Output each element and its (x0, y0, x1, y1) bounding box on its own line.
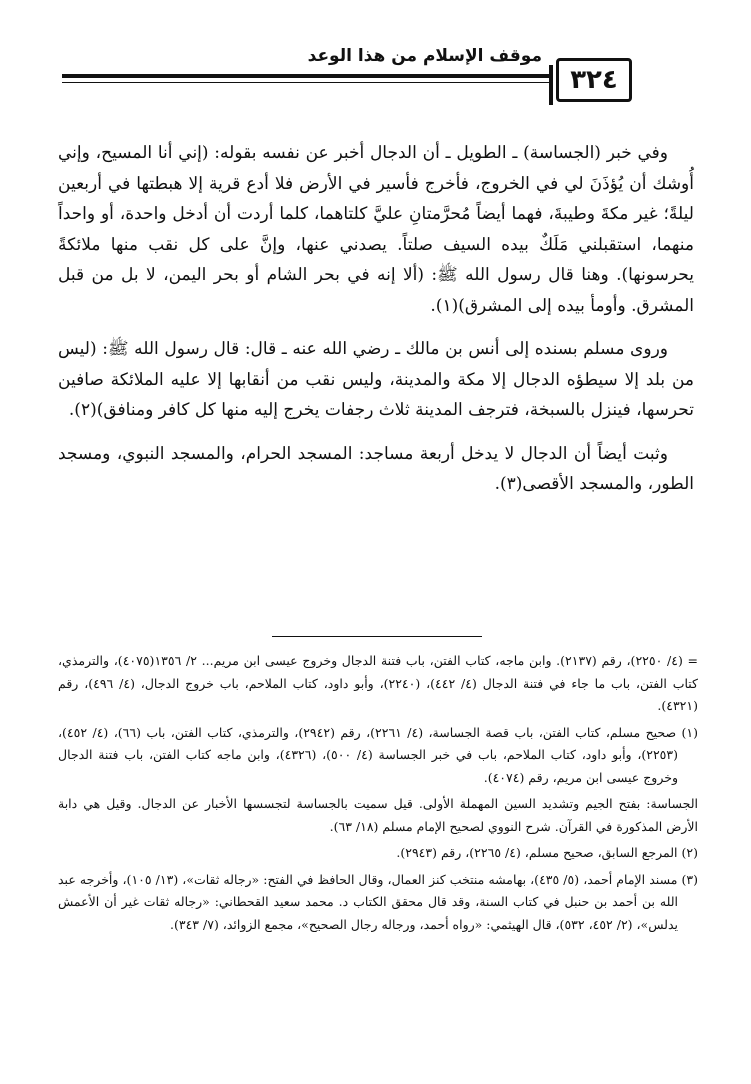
main-text (58, 138, 694, 513)
paragraph-jassasa: وفي خبر (الجساسة) ـ الطويل ـ أن الدجال أخبر عن نفسه بقوله: (إني أنا المسيح، وإني أُوشك أن يُؤذَنَ لي في الخروج، فأخرج فأسير في الأرض فلا أدع قرية إلا هبطتها في أربعين ليلةً؛ غير مكةَ وطيبةَ، فهما أيضاً مُحرَّمتانِ عليَّ كلتاهما، كلما أردت أن أدخل واحدة، أو واحداً منهما، استقبلني مَلَكٌ بيده السيف صلتاً. يصدني عنها، وإنَّ على كل نقب منها ملائكةً يحرسونها). وهنا قال رسول الله ﷺ: (ألا إنه في بحر الشام أو بحر اليمن، لا بل من قبل المشرق. وأومأ بيده إلى المشرق)(١). (58, 143, 694, 316)
paragraph-four-mosques: وثبت أيضاً أن الدجال لا يدخل أربعة مساجد: المسجد الحرام، والمسجد النبوي، ومسجد الطور، والمسجد الأقصى(٣). (58, 443, 694, 494)
footnotes (58, 650, 698, 940)
footnote-2: (٢) المرجع السابق، صحيح مسلم، (٤/ ٢٢٦٥)، رقم (٢٩٤٣). (396, 845, 698, 860)
page-number: ٣٢٤ (556, 58, 632, 102)
running-header (62, 36, 662, 116)
header-rule-thick (62, 74, 550, 78)
footnote-continuation: = (٤/ ٢٢٥٠)، رقم (٢١٣٧). وابن ماجه، كتاب الفتن، باب فتنة الدجال وخروج عيسى ابن مريم... ٢/ ١٣٥٦(٤٠٧٥)، والترمذي، كتاب الفتن، باب ما جاء في فتنة الدجال (٤/ ٤٤٢)، (٢٢٤٠)، وأبو داود، كتاب الملاحم، باب خروج الدجال، (٤/ ٤٩٦)، رقم (٤٣٢١). (58, 653, 699, 713)
paragraph-muslim-narration: وروى مسلم بسنده إلى أنس بن مالك ـ رضي الله عنه ـ قال: قال رسول الله ﷺ: (ليس من بلد إلا سيطؤه الدجال إلا مكة والمدينة، وليس نقب من أنقابها إلا عليه الملائكة صافين تحرسها، فينزل بالسبخة، فترجف المدينة ثلاث رجفات يخرج إليه منها كل كافر ومنافق)(٢). (58, 339, 694, 420)
header-rule-thin (62, 82, 550, 83)
footnote-3: (٣) مسند الإمام أحمد، (٥/ ٤٣٥)، بهامشه منتخب كنز العمال، وقال الحافظ في الفتح: «رجاله ثقات»، (١٣/ ١٠٥)، وأخرجه عبد الله بن أحمد بن حنبل في كتاب السنة، وقد قال محقق الكتاب د. محمد سعيد القحطاني: «رجاله ثقات غير أن الأعمش يدلس»، (٢/ ٤٥٢، ٥٣٢)، قال الهيثمي: «رواه أحمد، ورجاله رجال الصحيح»، مجمع الزوائد، (٧/ ٣٤٣). (58, 871, 698, 932)
running-title: موقف الإسلام من هذا الوعد (307, 46, 542, 66)
footnote-separator (272, 636, 482, 637)
footnote-1: (١) صحيح مسلم، كتاب الفتن، باب قصة الجساسة، (٤/ ٢٢٦١)، رقم (٢٩٤٢)، والترمذي، كتاب الفتن، باب (٦٦)، (٤/ ٤٥٢)، (٢٢٥٣)، وأبو داود، كتاب الملاحم، باب في خبر الجساسة (٤/ ٥٠٠)، (٤٣٢٦)، وابن ماجه كتاب الفتن، باب فتنة الدجال وخروج عيسى ابن مريم، رقم (٤٠٧٤). (58, 724, 698, 785)
footnote-1-extra: الجساسة: بفتح الجيم وتشديد السين المهملة الأولى. قيل سميت بالجساسة لتجسسها الأخبار عن الدجال. وقيل هي دابة الأرض المذكورة في القرآن. شرح النووي لصحيح الإمام مسلم (١٨/ ٦٣). (58, 796, 698, 834)
